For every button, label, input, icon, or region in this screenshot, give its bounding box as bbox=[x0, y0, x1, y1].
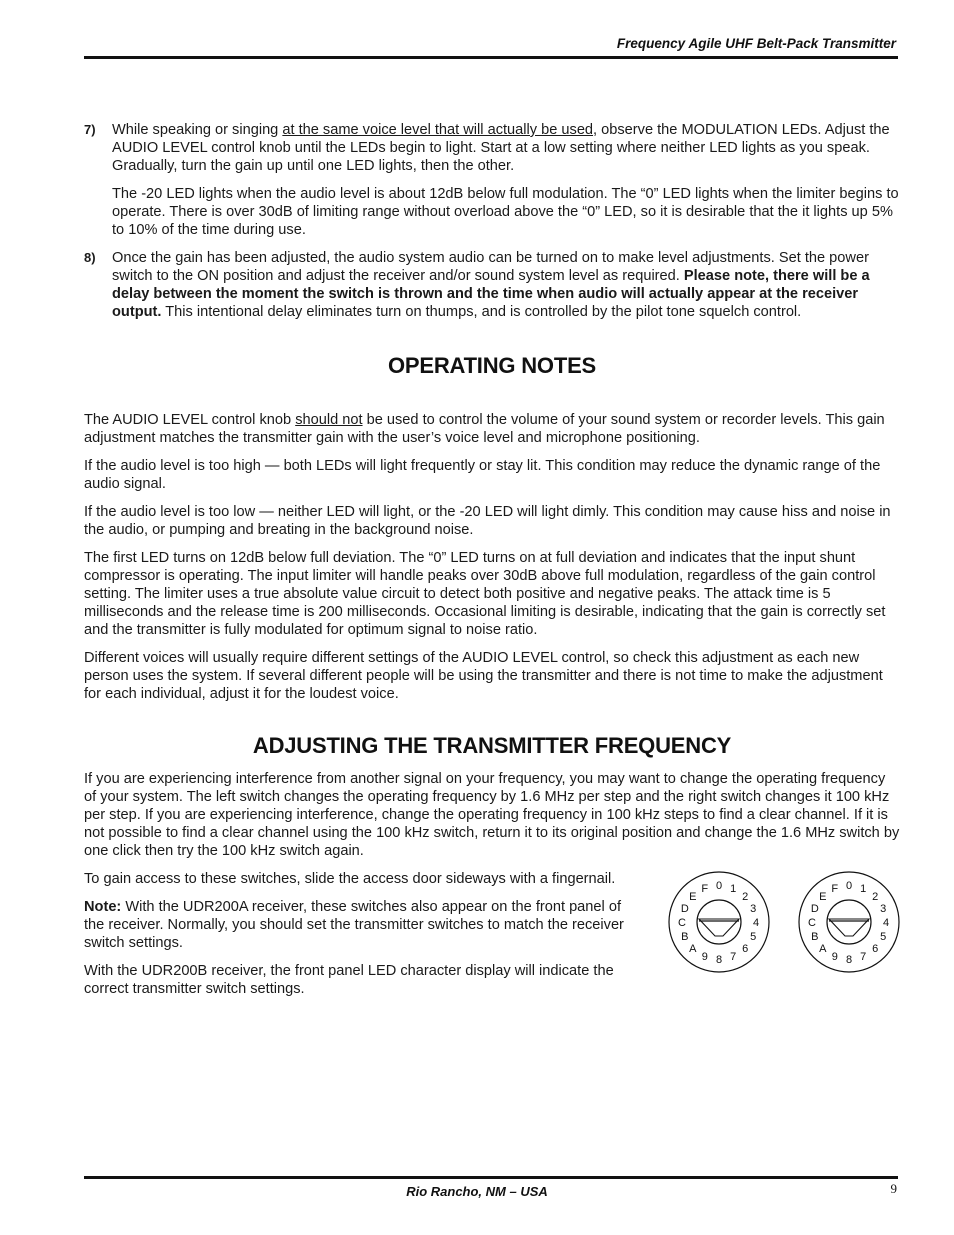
adjusting-frequency-heading: ADJUSTING THE TRANSMITTER FREQUENCY bbox=[252, 733, 732, 758]
underlined-text: at the same voice level that will actually be used bbox=[282, 122, 594, 138]
switch-position-label: 4 bbox=[882, 917, 890, 929]
switch-position-label: 3 bbox=[880, 902, 887, 915]
operating-notes-paragraph-3: If the audio level is too low — neither LED will light, or the -20 LED will light dimly. This condition may cause hiss and noise in the audio, or pumping and breating in the background noise. bbox=[84, 504, 891, 538]
note-label: Note: bbox=[84, 899, 122, 915]
switch-position-label: 5 bbox=[750, 931, 757, 944]
switch-position-label: 9 bbox=[831, 951, 838, 964]
operating-notes-paragraph-5: Different voices will usually require different settings of the AUDIO LEVEL control, so check this adjustment as each new person uses the system. If several different people will be using the transmitter and there is not time to make the adjustment for each individual, adjust it for the loudest voice. bbox=[84, 650, 883, 702]
switch-position-label: A bbox=[689, 943, 697, 956]
header-title: Frequency Agile UHF Belt-Pack Transmitter bbox=[616, 36, 896, 51]
switch-position-label: E bbox=[689, 890, 697, 903]
step-7-paragraph-1: While speaking or singing at the same voice level that will actually be used, observe the MODULATION LEDs. Adjust the AUDIO LEVEL control knob until the LEDs begin to light. Start at a low setting where neither LED lights as you speak. Gradually, turn the gain up until one LED lights, then the other. bbox=[112, 122, 890, 174]
switch-position-label: D bbox=[680, 902, 689, 915]
step-7 bbox=[84, 121, 900, 239]
switch-position-label: E bbox=[819, 890, 827, 903]
switch-position-label: 0 bbox=[715, 880, 723, 892]
underlined-text: should not bbox=[295, 412, 363, 428]
footer-rule bbox=[84, 1176, 898, 1179]
step-8-paragraph-1: Once the gain has been adjusted, the audio system audio can be turned on to make level adjustments. Set the power switch to the ON position and adjust the receiver and/or sound system level as required. Please note, there will be a delay between the moment the switch is thrown and the time when audio will actually appear at the receiver output. This intentional delay eliminates turn on thumps, and is controlled by the pilot tone squelch control. bbox=[112, 250, 870, 320]
switch-section-text bbox=[84, 870, 624, 998]
switch-position-label: 2 bbox=[872, 890, 879, 903]
switch-position-label: B bbox=[811, 931, 819, 944]
page-number: 9 bbox=[890, 1181, 897, 1196]
adjusting-paragraph-2: To gain access to these switches, slide the access door sideways with a fingernail. bbox=[84, 871, 616, 887]
step-number: 8) bbox=[84, 250, 96, 265]
rotary-switch-right bbox=[799, 872, 899, 972]
switch-position-label: 3 bbox=[750, 902, 757, 915]
switch-position-label: A bbox=[819, 943, 827, 956]
operating-notes-paragraph-4: The first LED turns on 12dB below full deviation. The “0” LED turns on at full deviation and indicates that the input shunt compressor is operating. The input limiter will handle peaks over 30dB above full modulation, regardless of the gain control setting. The limiter uses a true absolute value circuit to detect both positive and negative peaks. The attack time is 5 milliseconds and the release time is 200 milliseconds. Occasional limiting is desirable, indicating that the gain is correctly set and the transmitter is fully modulated for optimum signal to noise ratio. bbox=[84, 550, 886, 638]
switch-position-label: F bbox=[701, 882, 709, 895]
switch-knob bbox=[827, 900, 871, 944]
switch-position-label: D bbox=[810, 902, 819, 915]
footer-location: Rio Rancho, NM – USA bbox=[406, 1184, 548, 1199]
adjusting-paragraph-4: With the UDR200B receiver, the front panel LED character display will indicate the correct transmitter switch settings. bbox=[84, 963, 614, 997]
switch-position-label: 6 bbox=[742, 943, 749, 956]
switch-position-label: 8 bbox=[715, 954, 723, 966]
step-number: 7) bbox=[84, 122, 96, 137]
operating-notes-paragraph-2: If the audio level is too high — both LEDs will light frequently or stay lit. This condition may reduce the dynamic range of the audio signal. bbox=[84, 458, 881, 492]
switch-position-label: 1 bbox=[730, 882, 737, 895]
header-rule bbox=[84, 56, 898, 59]
step-7-paragraph-2: The -20 LED lights when the audio level is about 12dB below full modulation. The “0” LED lights when the limiter begins to operate. There is over 30dB of limiting range without overload above the “0” LED, so it is desirable that the it lights up 5% to 10% of the time during use. bbox=[112, 186, 899, 238]
switch-position-label: C bbox=[678, 917, 686, 929]
page-content bbox=[84, 121, 900, 1008]
operating-notes-heading: OPERATING NOTES bbox=[387, 353, 597, 378]
switch-knob bbox=[697, 900, 741, 944]
switch-section bbox=[84, 870, 900, 998]
switch-position-label: B bbox=[681, 931, 689, 944]
switch-position-label: 6 bbox=[872, 943, 879, 956]
switch-position-label: 7 bbox=[730, 951, 737, 964]
rotary-switch-left bbox=[669, 872, 769, 972]
bold-note: Please note, there will be a delay between the moment the switch is thrown and the time when audio will actually appear at the receiver output. bbox=[112, 268, 870, 320]
switch-position-label: 2 bbox=[742, 890, 749, 903]
switch-position-label: 5 bbox=[880, 931, 887, 944]
switch-position-label: 7 bbox=[860, 951, 867, 964]
adjusting-paragraph-1: If you are experiencing interference from another signal on your frequency, you may want to change the operating frequency of your system. The left switch changes the operating frequency by 1.6 MHz per step and the right switch changes it 100 kHz per step. If you are experiencing interference, change the operating frequency in 100 kHz steps to find a clear channel. If it is not possible to find a clear channel using the 100 kHz switch, return it to its original position and change the 1.6 MHz switch by one click then try the 100 kHz switch again. bbox=[84, 771, 900, 859]
rotary-switch-diagram bbox=[664, 868, 904, 978]
step-8 bbox=[84, 249, 900, 321]
operating-notes-paragraph-1: The AUDIO LEVEL control knob should not be used to control the volume of your sound system or recorder levels. This gain adjustment matches the transmitter gain with the user’s voice level and microphone positioning. bbox=[84, 412, 885, 446]
switch-position-label: C bbox=[808, 917, 816, 929]
switch-position-label: 9 bbox=[701, 951, 708, 964]
switch-position-label: F bbox=[831, 882, 839, 895]
switch-position-label: 8 bbox=[845, 954, 853, 966]
switch-position-label: 1 bbox=[860, 882, 867, 895]
switch-position-label: 0 bbox=[845, 880, 853, 892]
switch-position-label: 4 bbox=[752, 917, 760, 929]
adjusting-note: Note: With the UDR200A receiver, these switches also appear on the front panel of the receiver. Normally, you should set the transmitter switches to match the receiver switch settings. bbox=[84, 899, 624, 951]
